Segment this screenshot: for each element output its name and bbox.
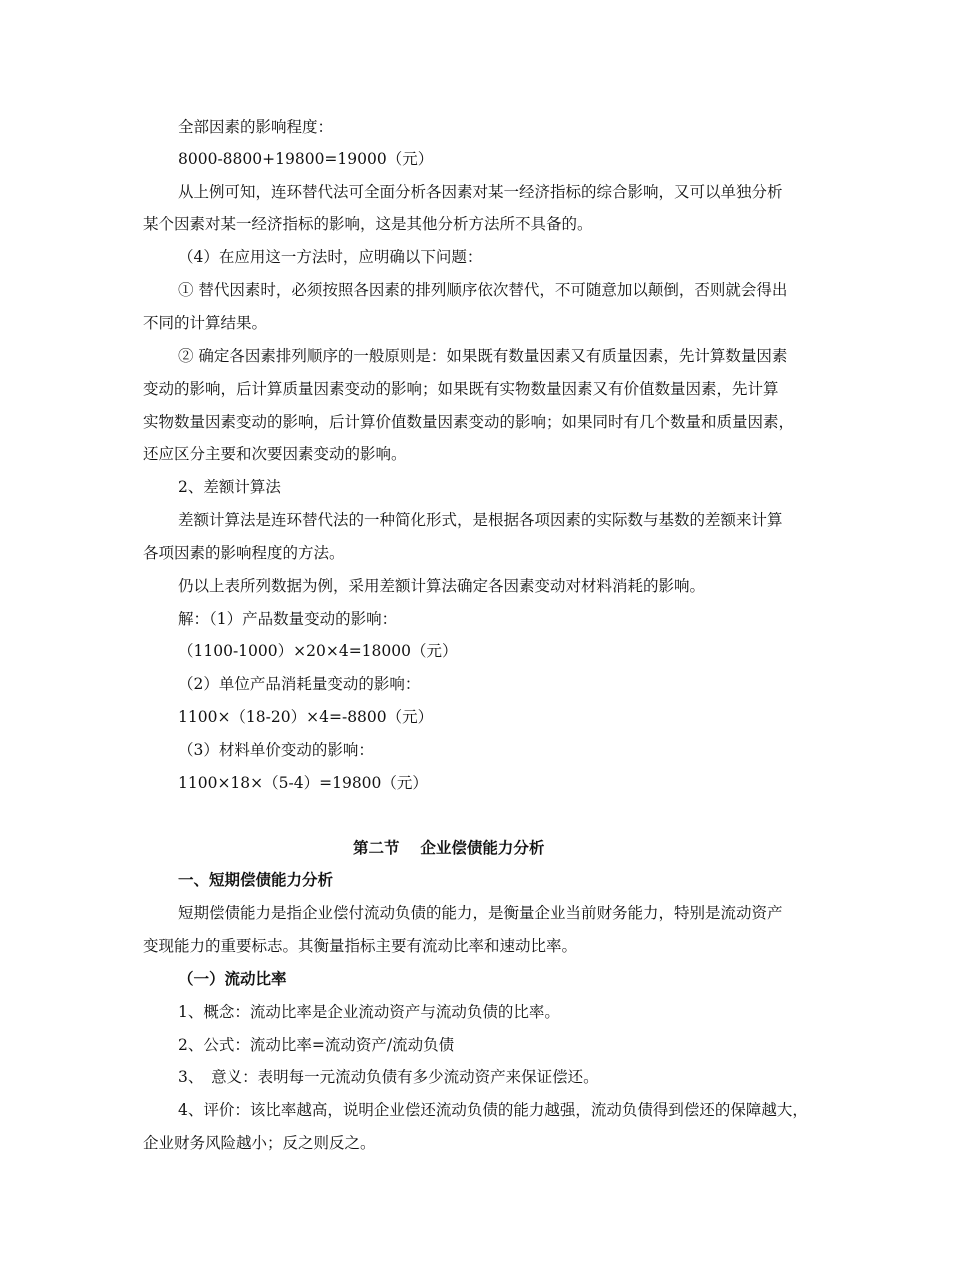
paragraph-line: 短期偿债能力是指企业偿付流动负债的能力，是衡量企业当前财务能力，特别是流动资产 (178, 904, 783, 922)
heading-level-2: （一）流动比率 (178, 970, 287, 988)
paragraph-line: （3）材料单价变动的影响： (178, 741, 374, 759)
paragraph-line: 4、评价：该比率越高，说明企业偿还流动负债的能力越强，流动负债得到偿还的保障越大， (178, 1101, 808, 1119)
paragraph-line: 不同的计算结果。 (143, 314, 268, 332)
formula-line: （1100-1000）×20×4=18000（元） (178, 642, 458, 660)
paragraph-line: ② 确定各因素排列顺序的一般原则是：如果既有数量因素又有质量因素，先计算数量因素 (178, 347, 788, 365)
paragraph-line: 仍以上表所列数据为例，采用差额计算法确定各因素变动对材料消耗的影响。 (178, 577, 706, 595)
paragraph-line: 还应区分主要和次要因素变动的影响。 (143, 445, 407, 463)
paragraph-line: 各项因素的影响程度的方法。 (143, 544, 345, 562)
heading-level-1: 一、短期偿债能力分析 (178, 871, 334, 889)
paragraph-line: 从上例可知，连环替代法可全面分析各因素对某一经济指标的综合影响，又可以单独分析 (178, 183, 783, 201)
paragraph-line: 全部因素的影响程度： (178, 118, 334, 136)
formula-line: 1100×（18-20）×4=-8800（元） (178, 708, 434, 726)
paragraph-line: 2、公式：流动比率=流动资产/流动负债 (178, 1036, 455, 1054)
formula-line: 1100×18×（5-4）=19800（元） (178, 774, 428, 792)
paragraph-line: 企业财务风险越小；反之则反之。 (143, 1134, 376, 1152)
paragraph-line: 实物数量因素变动的影响，后计算价值数量因素变动的影响；如果同时有几个数量和质量因素， (143, 413, 795, 431)
paragraph-line: 解：（1）产品数量变动的影响： (178, 610, 398, 628)
paragraph-line: 2、差额计算法 (178, 478, 281, 496)
paragraph-line: 变现能力的重要标志。其衡量指标主要有流动比率和速动比率。 (143, 937, 578, 955)
paragraph-line: 某个因素对某一经济指标的影响，这是其他分析方法所不具备的。 (143, 215, 593, 233)
paragraph-line: （2）单位产品消耗量变动的影响： (178, 675, 421, 693)
paragraph-line: 变动的影响，后计算质量因素变动的影响；如果既有实物数量因素又有价值数量因素，先计算 (143, 380, 779, 398)
paragraph-line: 1、概念：流动比率是企业流动资产与流动负债的比率。 (178, 1003, 560, 1021)
section-title: 第二节 企业偿债能力分析 (353, 839, 545, 857)
paragraph-line: 差额计算法是连环替代法的一种简化形式，是根据各项因素的实际数与基数的差额来计算 (178, 511, 783, 529)
paragraph-line: 3、 意义：表明每一元流动负债有多少流动资产来保证偿还。 (178, 1068, 599, 1086)
paragraph-line: （4）在应用这一方法时，应明确以下问题： (178, 248, 483, 266)
paragraph-line: ① 替代因素时，必须按照各因素的排列顺序依次替代，不可随意加以颠倒，否则就会得出 (178, 281, 788, 299)
formula-line: 8000-8800+19800=19000（元） (178, 150, 434, 168)
